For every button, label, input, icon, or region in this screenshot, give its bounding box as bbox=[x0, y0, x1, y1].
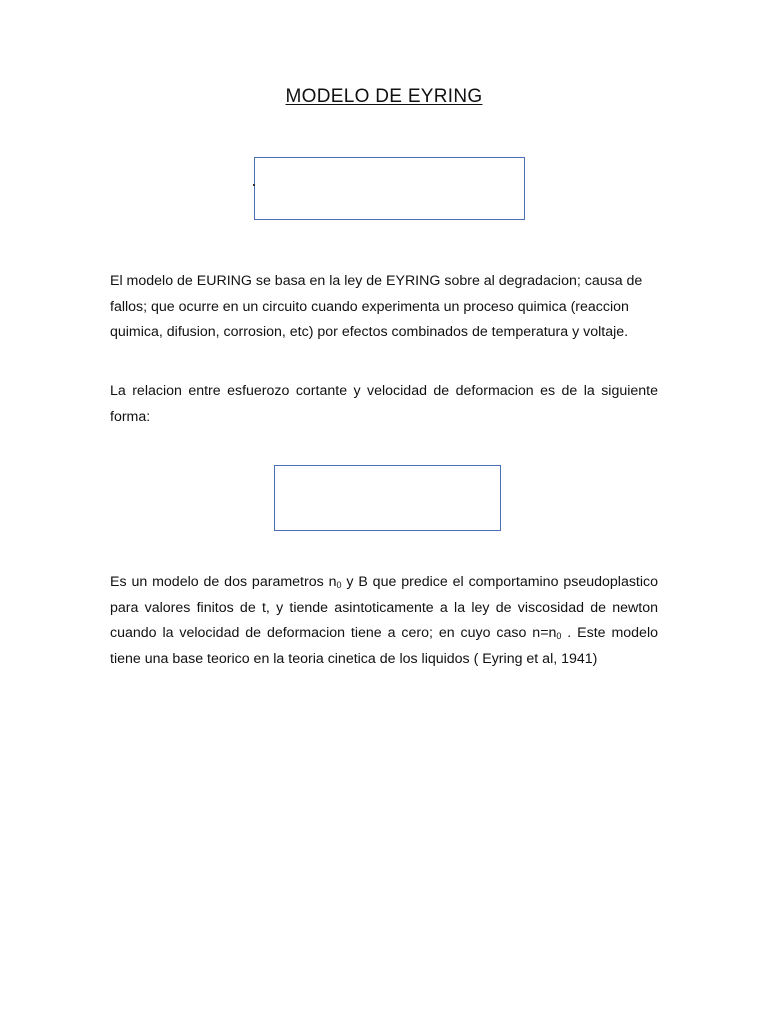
paragraph-intro: El modelo de EURING se basa en la ley de EYRING sobre al degradacion; causa de fallos; que ocurre en un circuito cuando experimenta un proceso quimica (reaccion quimica, difusion, corrosion, etc) por efectos combinados de temperatura y voltaje. bbox=[110, 273, 643, 340]
formula-image-placeholder-2 bbox=[274, 465, 501, 531]
formula-image-placeholder-1 bbox=[254, 157, 525, 220]
stray-mark bbox=[253, 184, 255, 186]
page-title bbox=[0, 86, 768, 108]
subscript-zero-2: 0 bbox=[556, 631, 562, 641]
paragraph-part-3: . Este modelo tiene una base teorico en la teoria cinetica de los liquidos ( Eyring et al, 1941) bbox=[110, 625, 658, 667]
subscript-zero-1: 0 bbox=[336, 580, 342, 590]
paragraph-model-description bbox=[110, 570, 658, 672]
paragraph-relation: La relacion entre esfuerozo cortante y velocidad de deformacion es de la siguiente forma: bbox=[110, 383, 658, 425]
page-title-text: MODELO DE EYRING bbox=[285, 86, 483, 107]
paragraph-part-2: y B que predice el comportamino pseudoplastico para valores finitos de t, y tiende asintoticamente a la ley de viscosidad de newton cuando la velocidad de deformacion tiene a cero; en cuyo caso n=n bbox=[110, 574, 658, 641]
paragraph-part-1: Es un modelo de dos parametros n bbox=[110, 574, 337, 590]
